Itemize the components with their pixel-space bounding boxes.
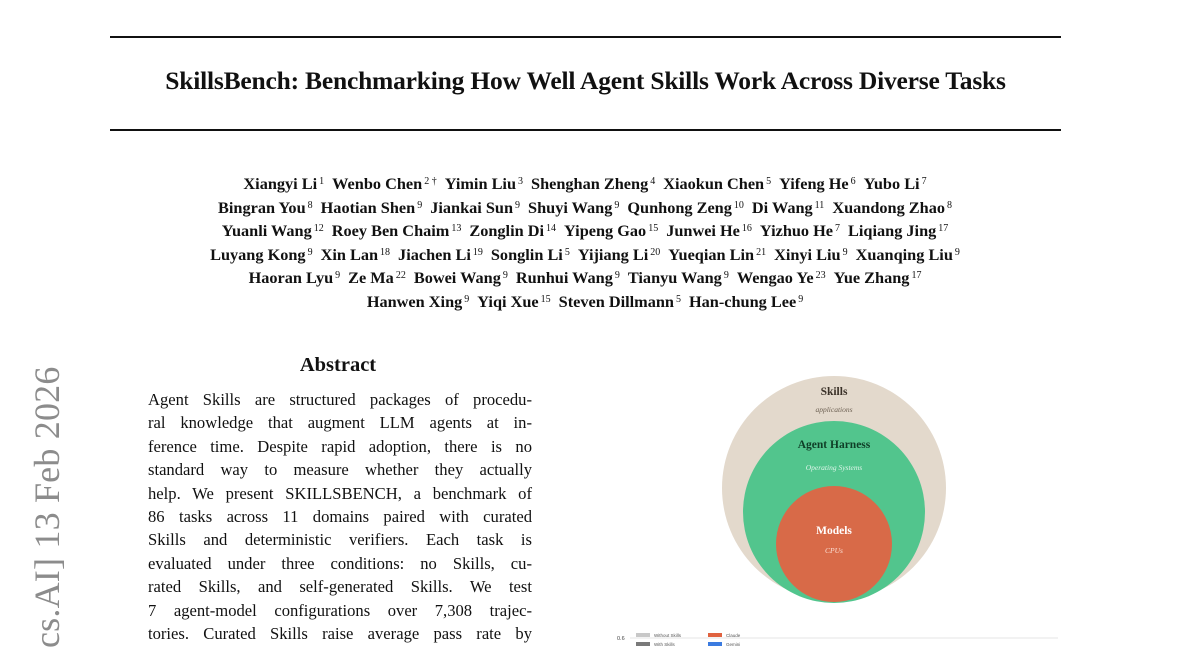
author <box>321 245 390 264</box>
author-affiliation: 17 <box>938 223 949 235</box>
author <box>856 245 960 264</box>
author-name: Liqiang Jing <box>848 221 937 241</box>
author-name: Xuanqing Liu <box>855 244 953 264</box>
author-name: Luyang Kong <box>210 244 306 264</box>
legend-label-gemini: Gemini <box>726 642 741 647</box>
author <box>760 221 840 240</box>
abstract-line: 86 tasks across 11 domains paired with curated <box>148 506 532 526</box>
author <box>834 268 922 287</box>
author <box>779 174 855 193</box>
author-name: Di Wang <box>751 197 813 217</box>
author-name: Runhui Wang <box>515 268 613 288</box>
legend-swatch-gemini <box>708 642 722 646</box>
arxiv-stamp: cs.AI] 13 Feb 2026 <box>27 366 67 648</box>
author-affiliation: 9 <box>614 270 620 282</box>
author-name: Tianyu Wang <box>627 268 722 288</box>
author-name: Junwei He <box>666 221 740 241</box>
author-name: Shuyi Wang <box>528 197 613 217</box>
author-affiliation: 8 <box>307 199 313 211</box>
author <box>689 292 803 311</box>
author <box>477 292 550 311</box>
author-line <box>80 172 1090 196</box>
author <box>348 268 406 287</box>
author-affiliation: 5 <box>564 246 570 258</box>
author-name: Steven Dillmann <box>558 291 674 311</box>
author-line <box>80 243 1090 267</box>
author <box>531 174 655 193</box>
skills-layer-figure <box>612 372 1072 648</box>
author <box>752 198 824 217</box>
author-name: Wenbo Chen <box>332 174 423 193</box>
author <box>564 221 658 240</box>
author-name: Yizhuo He <box>759 221 834 241</box>
author <box>774 245 848 264</box>
author-affiliation: 15 <box>648 223 659 235</box>
skills-sublabel: applications <box>815 405 853 414</box>
author-affiliation: 19 <box>472 246 483 258</box>
author-affiliation: 9 <box>417 199 423 211</box>
chart-peek-legend <box>636 633 741 647</box>
author-name: Yifeng He <box>779 174 849 193</box>
author-name: Haoran Lyu <box>248 268 334 288</box>
author-name: Bowei Wang <box>413 268 501 288</box>
author <box>516 268 620 287</box>
author <box>243 174 324 193</box>
author <box>663 174 771 193</box>
author <box>578 245 660 264</box>
author-affiliation: 9 <box>723 270 729 282</box>
models-label: Models <box>816 525 852 537</box>
agent-harness-sublabel: Operating Systems <box>805 463 863 472</box>
author-name: Han-chung Lee <box>688 291 797 311</box>
abstract-line: evaluated under three conditions: no Skills, cu- <box>148 553 532 573</box>
author-affiliation: 9 <box>614 199 620 211</box>
author-affiliation: 2 † <box>424 176 437 187</box>
author-affiliation: 6 <box>850 176 856 187</box>
author-affiliation: 20 <box>650 246 661 258</box>
author <box>332 174 437 193</box>
author-name: Yijiang Li <box>577 244 649 264</box>
author-name: Yue Zhang <box>833 268 910 288</box>
author <box>218 198 313 217</box>
author-affiliation: 5 <box>675 293 681 305</box>
author-name: Jiankai Sun <box>430 197 514 217</box>
author-affiliation: 9 <box>515 199 521 211</box>
skills-label: Skills <box>820 386 848 398</box>
author-affiliation: 10 <box>733 199 744 211</box>
author <box>668 245 766 264</box>
author-name: Qunhong Zeng <box>627 197 732 217</box>
author <box>414 268 508 287</box>
abstract-line: standard way to measure whether they actually <box>148 460 532 480</box>
legend-label-without-skills: Without Skills <box>654 633 682 638</box>
author <box>832 198 952 217</box>
abstract-line: tories. Curated Skills raise average pass rate by <box>148 623 532 643</box>
chart-peek-tick: 0.6 <box>617 636 625 642</box>
top-rule <box>110 36 1061 38</box>
author-line <box>80 290 1090 314</box>
author-affiliation: 4 <box>650 176 656 187</box>
author-name: Zonglin Di <box>469 221 545 241</box>
author-affiliation: 13 <box>451 223 462 235</box>
paper-title: SkillsBench: Benchmarking How Well Agent Skills Work Across Diverse Tasks <box>165 66 1006 95</box>
author-name: Xin Lan <box>320 244 379 264</box>
author <box>398 245 483 264</box>
author-affiliation: 9 <box>335 270 341 282</box>
author-affiliation: 7 <box>835 223 841 235</box>
author-name: Roey Ben Chaim <box>331 221 450 241</box>
author-name: Xuandong Zhao <box>832 197 945 217</box>
author-affiliation: 7 <box>921 176 927 187</box>
abstract-line: help. We present SKILLSBENCH, a benchmark of <box>148 483 532 503</box>
abstract-line: ference time. Despite rapid adoption, there is no <box>148 436 532 456</box>
author-name: Shenghan Zheng <box>531 174 649 193</box>
author-name: Bingran You <box>218 197 306 217</box>
author-affiliation: 17 <box>911 270 922 282</box>
author-affiliation: 9 <box>798 293 804 305</box>
bottom-rule <box>110 129 1061 131</box>
author <box>559 292 681 311</box>
author-affiliation: 18 <box>380 246 391 258</box>
author-affiliation: 9 <box>954 246 960 258</box>
legend-swatch-with-skills <box>636 642 650 646</box>
author-name: Jiachen Li <box>398 244 471 264</box>
author <box>332 221 462 240</box>
author-name: Ze Ma <box>348 268 394 288</box>
author <box>321 198 423 217</box>
author-line <box>80 196 1090 220</box>
abstract-line: 7 agent-model configurations over 7,308 trajec- <box>148 600 532 620</box>
author-name: Yimin Liu <box>444 174 517 193</box>
author-affiliation: 23 <box>815 270 826 282</box>
author-affiliation: 9 <box>307 246 313 258</box>
models-circle <box>776 486 892 602</box>
author-name: Wengao Ye <box>736 268 814 288</box>
author-name: Hanwen Xing <box>366 291 463 311</box>
author-name: Xinyi Liu <box>774 244 841 264</box>
author-list <box>80 172 1090 314</box>
author <box>469 221 556 240</box>
author-line <box>80 219 1090 243</box>
author <box>528 198 619 217</box>
legend-label-claude: Claude <box>726 633 741 638</box>
author-name: Xiaokun Chen <box>663 174 765 193</box>
legend-swatch-claude <box>708 633 722 637</box>
author-affiliation: 15 <box>540 293 551 305</box>
author <box>249 268 341 287</box>
author-name: Xiangyi Li <box>243 174 318 193</box>
agent-harness-label: Agent Harness <box>797 439 871 451</box>
legend-label-with-skills: With Skills <box>654 642 675 647</box>
author-affiliation: 21 <box>756 246 767 258</box>
abstract-line: Skills and deterministic verifiers. Each task is <box>148 530 532 550</box>
author-affiliation: 14 <box>546 223 557 235</box>
abstract-body <box>148 388 532 645</box>
author-affiliation: 9 <box>842 246 848 258</box>
abstract-heading: Abstract <box>299 354 377 376</box>
author-affiliation: 8 <box>946 199 952 211</box>
author <box>737 268 826 287</box>
author-affiliation: 5 <box>766 176 772 187</box>
abstract-line: rated Skills, and self-generated Skills. We test <box>148 577 532 597</box>
author <box>666 221 752 240</box>
author-name: Yueqian Lin <box>668 244 755 264</box>
author-affiliation: 1 <box>319 176 325 187</box>
author <box>367 292 469 311</box>
legend-swatch-without-skills <box>636 633 650 637</box>
author-name: Yubo Li <box>863 174 920 193</box>
author-affiliation: 9 <box>502 270 508 282</box>
author-affiliation: 16 <box>741 223 752 235</box>
author-affiliation: 22 <box>395 270 406 282</box>
author <box>864 174 927 193</box>
author-affiliation: 11 <box>814 199 825 211</box>
author-affiliation: 3 <box>518 176 524 187</box>
author <box>210 245 312 264</box>
abstract-line: Agent Skills are structured packages of procedu- <box>148 390 532 409</box>
author <box>491 245 570 264</box>
models-sublabel: CPUs <box>825 546 843 555</box>
author <box>445 174 523 193</box>
author-name: Yuanli Wang <box>221 221 312 241</box>
author-line <box>80 266 1090 290</box>
author <box>628 268 729 287</box>
author-name: Songlin Li <box>490 244 563 264</box>
author <box>627 198 744 217</box>
abstract-line: ral knowledge that augment LLM agents at in- <box>148 413 532 433</box>
author-name: Haotian Shen <box>320 197 416 217</box>
author-name: Yiqi Xue <box>477 291 539 311</box>
author <box>848 221 948 240</box>
author-affiliation: 9 <box>464 293 470 305</box>
author-name: Yipeng Gao <box>564 221 647 241</box>
author <box>430 198 520 217</box>
author <box>222 221 324 240</box>
author-affiliation: 12 <box>313 223 324 235</box>
